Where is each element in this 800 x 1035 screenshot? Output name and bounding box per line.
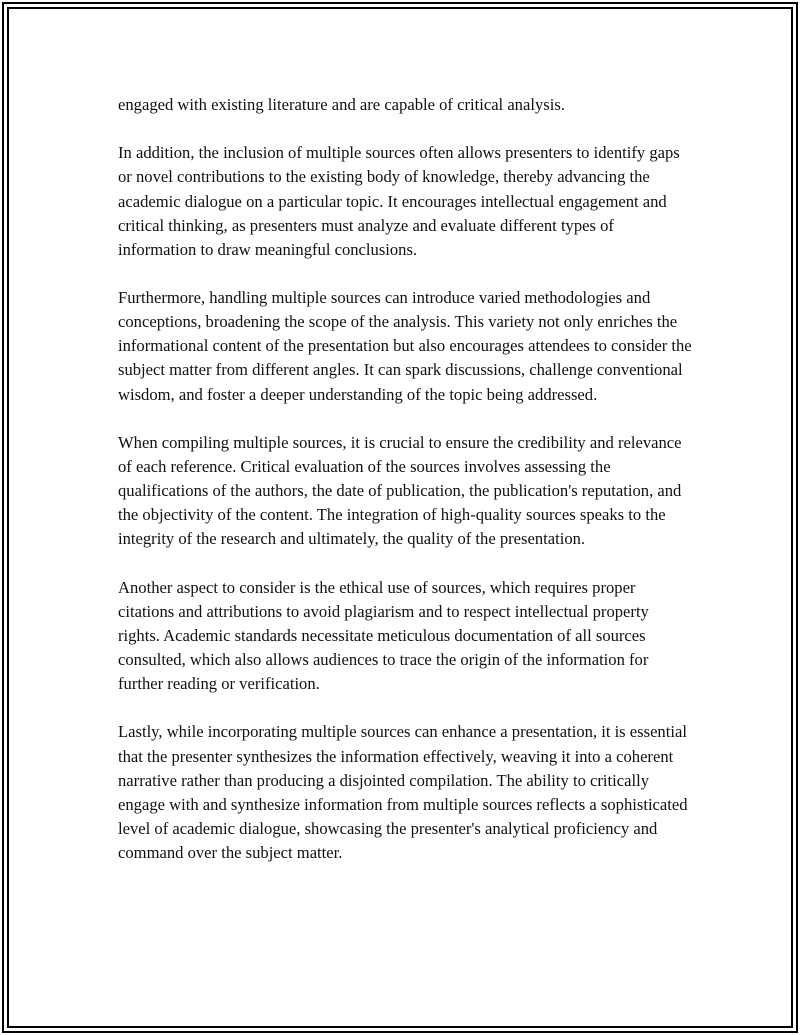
paragraph-gaps-contributions: In addition, the inclusion of multiple sources often allows presenters to identify gaps or novel contributions to the existing body of knowledge, thereby advancing the academic dialogue on a particular topic. It encourages intellectual engagement and critical thinking, as presenters must analyze and evaluate different types of information to draw meaningful conclusions. bbox=[118, 143, 680, 259]
paragraph-ethical-use: Another aspect to consider is the ethical use of sources, which requires proper citations and attributions to avoid plagiarism and to respect intellectual property rights. Academic standards necessitate meticulous documentation of all sources consulted, which also allows audiences to trace the origin of the information for further reading or verification. bbox=[118, 577, 649, 694]
paragraph-methodologies: Furthermore, handling multiple sources can introduce varied methodologies and conceptions, broadening the scope of the analysis. This variety not only enriches the informational content of the presentation but also encourages attendees to consider the subject matter from different angles. It can spark discussions, challenge conventional wisdom, and foster a deeper understanding of the topic being addressed. bbox=[118, 288, 692, 404]
paragraph-synthesis: Lastly, while incorporating multiple sources can enhance a presentation, it is essential that the presenter synthesizes the information effectively, weaving it into a coherent narrative rather than producing a disjointed compilation. The ability to critically engage with and synthesize information from multiple sources reflects a sophisticated level of academic dialogue, showcasing the presenter's analytical proficiency and command over the subject matter. bbox=[118, 722, 688, 862]
paragraph-credibility: When compiling multiple sources, it is crucial to ensure the credibility and relevance of each reference. Critical evaluation of the sources involves assessing the qualifications of the authors, the date of publication, the publication's reputation, and the objectivity of the content. The integration of high-quality sources speaks to the integrity of the research and ultimately, the quality of the presentation. bbox=[118, 432, 682, 549]
paragraph-continuation: engaged with existing literature and are capable of critical analysis. bbox=[118, 95, 565, 114]
document-body bbox=[118, 93, 693, 889]
